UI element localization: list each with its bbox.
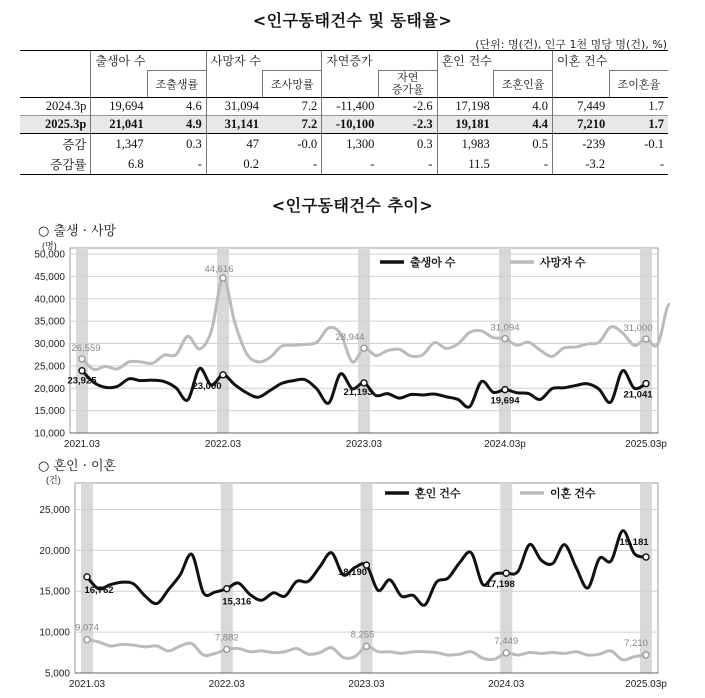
x-tick-label: 2021.03 xyxy=(63,439,101,450)
highlight-band xyxy=(221,483,233,673)
data-label: 21,193 xyxy=(343,386,373,398)
table-cell: 1.7 xyxy=(609,116,668,134)
legend-label: 혼인 건수 xyxy=(415,488,461,500)
data-label: 16,762 xyxy=(84,584,114,596)
y-tick-label: 25,000 xyxy=(39,504,70,516)
table-group-header-row xyxy=(20,51,668,71)
data-point xyxy=(361,345,367,351)
x-tick-label: 2023.03 xyxy=(345,439,383,450)
marriage-divorce-chart xyxy=(20,473,670,695)
table-cell: - xyxy=(609,154,668,175)
y-tick-label: 10,000 xyxy=(34,428,65,440)
table-cell: 7,449 xyxy=(553,98,610,116)
table-cell: 0.3 xyxy=(416,136,433,151)
data-label: 26,559 xyxy=(71,342,101,354)
legend-label: 출생아 수 xyxy=(410,257,456,269)
table-cell: -11,400 xyxy=(322,98,379,116)
table-cell: 4.0 xyxy=(532,99,548,113)
data-point xyxy=(224,586,230,592)
table-group-header: 사망자 수 xyxy=(206,51,321,71)
data-label: 18,190 xyxy=(337,567,368,579)
table-sub-header: 조사망률 xyxy=(263,71,322,98)
data-label: 44,616 xyxy=(204,264,234,276)
row-label: 증감률 xyxy=(20,154,91,175)
table-cell: 47 xyxy=(206,134,263,155)
unit-note: (단위: 명(건), 인구 1천 명당 명(건), %) xyxy=(475,38,667,51)
table-cell: - xyxy=(494,154,553,175)
table-title: <인구동태건수 및 동태율> xyxy=(252,11,453,30)
x-tick-label: 2025.03p xyxy=(625,679,667,690)
data-point xyxy=(643,336,649,342)
table-cell: -3.2 xyxy=(553,154,610,175)
y-tick-label: 20,000 xyxy=(34,383,65,395)
data-label: 23,925 xyxy=(67,375,97,387)
charts-title: <인구동태건수 추이> xyxy=(271,196,434,215)
data-point xyxy=(364,643,370,649)
y-tick-label: 50,000 xyxy=(34,249,65,261)
table-group-header: 이혼 건수 xyxy=(553,51,669,71)
x-tick-label: 2023.03 xyxy=(348,679,385,690)
legend-label: 이혼 건수 xyxy=(550,488,596,500)
data-point xyxy=(79,368,85,374)
table-row xyxy=(20,134,668,155)
table-cell: 31,094 xyxy=(206,98,263,116)
stats-table xyxy=(20,50,668,175)
x-tick-label: 2022.03 xyxy=(204,439,242,450)
table-cell: 6.8 xyxy=(91,154,148,175)
table-cell: 0.3 xyxy=(186,136,202,151)
data-point xyxy=(84,574,90,580)
table-cell: - xyxy=(378,154,437,175)
table-body xyxy=(20,98,668,175)
table-row xyxy=(20,116,668,134)
data-label: 31,000 xyxy=(623,323,653,335)
data-label: 28,944 xyxy=(335,332,365,344)
x-tick-label: 2024.03p xyxy=(484,439,526,450)
table-cell: -2.3 xyxy=(378,116,437,134)
data-label: 9,074 xyxy=(75,622,99,634)
y-axis-unit: (명) xyxy=(42,241,57,251)
table-row xyxy=(20,98,668,116)
data-point xyxy=(503,650,509,656)
data-point xyxy=(643,554,649,560)
y-tick-label: 40,000 xyxy=(34,294,65,306)
x-tick-label: 2024.03 xyxy=(488,679,525,690)
row-label: 2024.3p xyxy=(45,99,87,113)
data-point xyxy=(224,646,230,652)
table-cell: 7.2 xyxy=(263,116,322,134)
data-label: 17,198 xyxy=(485,579,515,591)
table-sub-header-multiline: 자연 증가율 xyxy=(378,71,437,98)
table-cell: 0.5 xyxy=(532,136,548,151)
table-sub-header: 조이혼율 xyxy=(609,71,668,98)
table-cell: 1,347 xyxy=(91,134,148,155)
table-cell: -0.1 xyxy=(644,136,664,151)
highlight-band xyxy=(76,248,88,433)
table-cell: -239 xyxy=(553,134,610,155)
table-cell: 1.7 xyxy=(648,99,664,113)
table-cell: 0.2 xyxy=(206,154,263,175)
y-tick-label: 10,000 xyxy=(39,627,70,639)
row-label: 2025.3p xyxy=(20,116,91,134)
x-tick-label: 2025.03p xyxy=(625,439,667,450)
table-cell: 31,141 xyxy=(206,116,263,134)
table-cell: 1,983 xyxy=(437,134,494,155)
table-cell: 4.4 xyxy=(494,116,553,134)
table-cell: - xyxy=(322,154,379,175)
data-point xyxy=(220,372,226,378)
y-tick-label: 20,000 xyxy=(39,545,70,557)
data-point xyxy=(361,380,367,386)
table-cell: - xyxy=(148,154,207,175)
data-label: 19,694 xyxy=(490,395,520,407)
table-cell: -0.0 xyxy=(297,136,318,151)
table-cell: 1,300 xyxy=(322,134,379,155)
x-tick-label: 2021.03 xyxy=(68,679,106,690)
table-cell: 11.5 xyxy=(437,154,494,175)
data-point xyxy=(79,356,85,362)
table-cell: 19,181 xyxy=(437,116,494,134)
data-point xyxy=(502,336,508,342)
y-tick-label: 15,000 xyxy=(39,586,70,598)
y-tick-label: 30,000 xyxy=(34,339,65,350)
data-label: 7,882 xyxy=(214,632,239,644)
section-label-marriage-divorce: ○ 혼인 · 이혼 xyxy=(38,459,117,474)
y-tick-label: 25,000 xyxy=(34,361,65,373)
y-tick-label: 45,000 xyxy=(34,271,65,283)
legend-label: 사망자 수 xyxy=(540,257,586,269)
data-label: 15,316 xyxy=(222,596,252,608)
data-label: 23,000 xyxy=(192,380,222,392)
x-tick-label: 2022.03 xyxy=(208,679,245,690)
data-point xyxy=(503,570,509,576)
y-tick-label: 5,000 xyxy=(44,668,70,680)
table-cell: 17,198 xyxy=(437,98,494,116)
data-label: 8,255 xyxy=(350,629,375,641)
data-point xyxy=(220,275,226,281)
row-label: 증감 xyxy=(62,138,87,152)
birth-death-chart xyxy=(20,240,670,455)
table-group-header: 출생아 수 xyxy=(91,51,206,71)
data-point xyxy=(643,652,649,658)
table-cell: 4.6 xyxy=(186,99,202,113)
table-cell: 19,694 xyxy=(91,98,148,116)
table-cell: -2.6 xyxy=(412,99,433,113)
table-row xyxy=(20,154,668,175)
data-point xyxy=(84,637,90,643)
table-cell: - xyxy=(263,154,322,175)
data-point xyxy=(502,387,508,393)
section-label-birth-death: ○ 출생 · 사망 xyxy=(38,224,117,239)
table-cell: 4.9 xyxy=(148,116,207,134)
table-group-header: 혼인 건수 xyxy=(437,51,552,71)
data-label: 21,041 xyxy=(623,389,653,401)
data-label: 31,094 xyxy=(490,322,520,334)
data-point xyxy=(643,381,649,387)
table-cell: 21,041 xyxy=(91,116,148,134)
y-axis-unit: (건) xyxy=(46,475,61,485)
table-cell: -10,100 xyxy=(322,116,379,134)
table-sub-header: 조혼인율 xyxy=(494,71,553,98)
table-sub-header: 조출생률 xyxy=(148,71,207,98)
table-cell: 7.2 xyxy=(301,99,318,113)
table-cell: 7,210 xyxy=(553,116,610,134)
table-sub-header-row xyxy=(20,71,668,98)
y-tick-label: 35,000 xyxy=(34,316,65,328)
data-label: 19,181 xyxy=(619,537,649,549)
table-group-header: 자연증가 xyxy=(322,51,437,71)
data-label: 7,210 xyxy=(624,637,648,649)
data-label: 7,449 xyxy=(494,635,519,647)
y-tick-label: 15,000 xyxy=(34,406,65,418)
